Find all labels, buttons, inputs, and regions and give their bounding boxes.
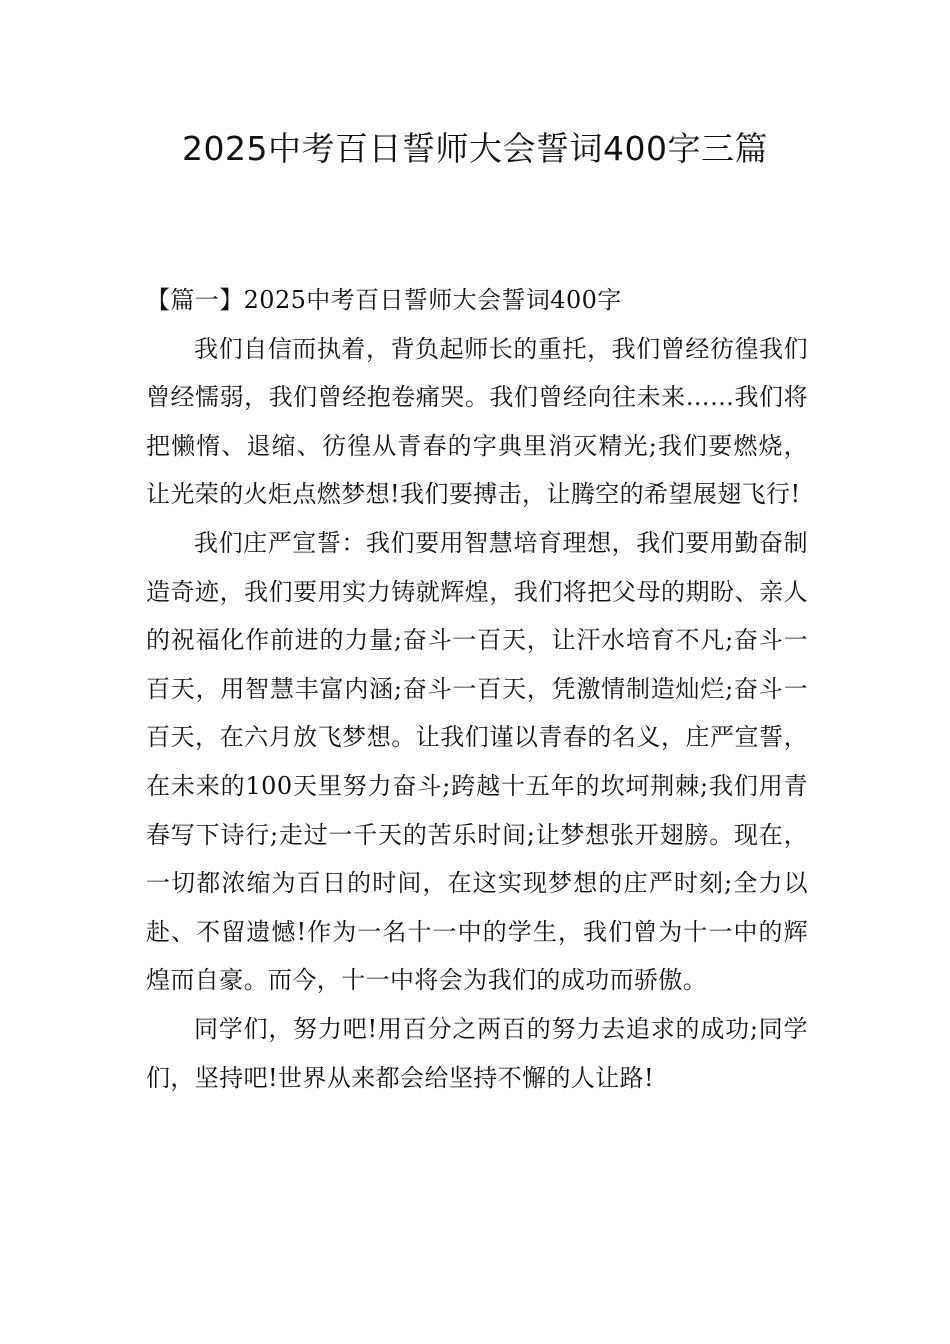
paragraph-3: 同学们，努力吧!用百分之两百的努力去追求的成功;同学们，坚持吧!世界从来都会给坚持不懈的人让路! [146,1014,808,1092]
document-body [146,276,808,1102]
paragraph-2: 我们庄严宣誓：我们要用智慧培育理想，我们要用勤奋制造奇迹，我们要用实力铸就辉煌，我们将把父母的期盼、亲人的祝福化作前进的力量;奋斗一百天，让汗水培育不凡;奋斗一百天，用智慧丰富内涵;奋斗一百天，凭激情制造灿烂;奋斗一百天，在六月放飞梦想。让我们谨以青春的名义，庄严宣誓，在未来的100天里努力奋斗;跨越十五年的坎坷荆棘;我们用青春写下诗行;走过一千天的苦乐时间;让梦想张开翅膀。现在，一切都浓缩为百日的时间，在这实现梦想的庄严时刻;全力以赴、不留遗憾!作为一名十一中的学生，我们曾为十一中的辉煌而自豪。而今，十一中将会为我们的成功而骄傲。 [146,528,808,995]
paragraph-1: 我们自信而执着，背负起师长的重托，我们曾经彷徨我们曾经懦弱，我们曾经抱卷痛哭。我们曾经向往未来……我们将把懒惰、退缩、彷徨从青春的字典里消灭精光;我们要燃烧，让光荣的火炬点燃梦想!我们要搏击，让腾空的希望展翅飞行! [146,334,808,509]
document-title: 2025中考百日誓师大会誓词400字三篇 [182,129,768,168]
section-heading: 【篇一】2025中考百日誓师大会誓词400字 [146,286,622,314]
